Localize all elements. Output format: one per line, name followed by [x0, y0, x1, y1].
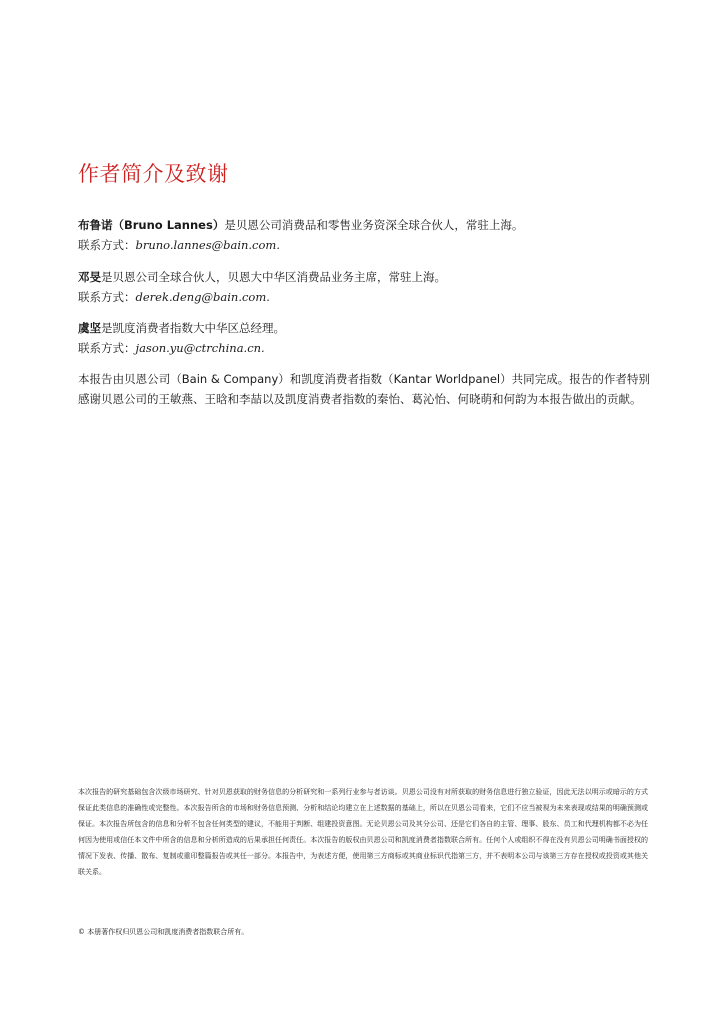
author-bio-derek-deng	[78, 267, 658, 307]
author-name: 邓旻	[78, 270, 101, 284]
disclaimer-paragraph: 本次报告的研究基础包含次级市场研究、针对贝恩获取的财务信息的分析研究和一系列行业参与者访谈。贝恩公司没有对所获取的财务信息进行独立验证，因此无法以明示或暗示的方式保证此类信息的准确性或完整性。本次报告所含的市场和财务信息预测、分析和结论均建立在上述数据的基础上，所以在贝恩公司看来，它们不应当被视为未来表现或结果的明确预测或保证。本次报告所包含的信息和分析不包含任何类型的建议，不能用于判断、组建投资意图。无论贝恩公司及其分公司、还是它们各自的主管、理事、股东、员工和代理机构都不必为任何因为使用或信任本文件中所含的信息和分析所造成的后果承担任何责任。本次报告的版权由贝恩公司和凯度消费者指数联合所有。任何个人或组织不得在没有贝恩公司明确书面授权的情况下发表、传播、散布、复制或重印整篇报告或其任一部分。本报告中，为表述方便，使用第三方商标或其商业标识代指第三方，并不表明本公司与该第三方存在授权或投资或其他关联关系。	[78, 788, 648, 876]
author-intro	[78, 215, 658, 235]
author-description: 是贝恩公司全球合伙人，贝恩大中华区消费品业务主席，常驻上海。	[101, 270, 446, 284]
author-email-link[interactable]: bruno.lannes@bain.com.	[135, 238, 280, 252]
author-name: 虞坚	[78, 321, 101, 335]
contact-label: 联系方式：	[78, 341, 136, 355]
author-intro	[78, 267, 658, 287]
contact-label: 联系方式：	[78, 290, 136, 304]
copyright-notice: © 本册著作权归贝恩公司和凯度消费者指数联合所有。	[78, 928, 249, 936]
author-contact	[78, 338, 658, 358]
acknowledgement-paragraph: 本报告由贝恩公司（Bain & Company）和凯度消费者指数（Kantar Worldpanel）共同完成。报告的作者特别感谢贝恩公司的王敏燕、王晗和李喆以及凯度消费者指数的秦怡、葛沁怡、何晓萌和何韵为本报告做出的贡献。	[78, 372, 650, 406]
contact-label: 联系方式：	[78, 238, 136, 252]
author-email-link[interactable]: jason.yu@ctrchina.cn.	[135, 341, 265, 355]
page-title: 作者简介及致谢	[78, 162, 229, 186]
author-description: 是贝恩公司消费品和零售业务资深全球合伙人，常驻上海。	[224, 218, 524, 232]
author-name: 布鲁诺（Bruno Lannes）	[78, 218, 225, 232]
author-contact	[78, 235, 658, 255]
author-intro	[78, 318, 658, 338]
author-bio-jason-yu	[78, 318, 658, 358]
author-description: 是凯度消费者指数大中华区总经理。	[101, 321, 285, 335]
author-bio-bruno-lannes	[78, 215, 658, 255]
author-email-link[interactable]: derek.deng@bain.com.	[135, 290, 270, 304]
author-contact	[78, 287, 658, 307]
